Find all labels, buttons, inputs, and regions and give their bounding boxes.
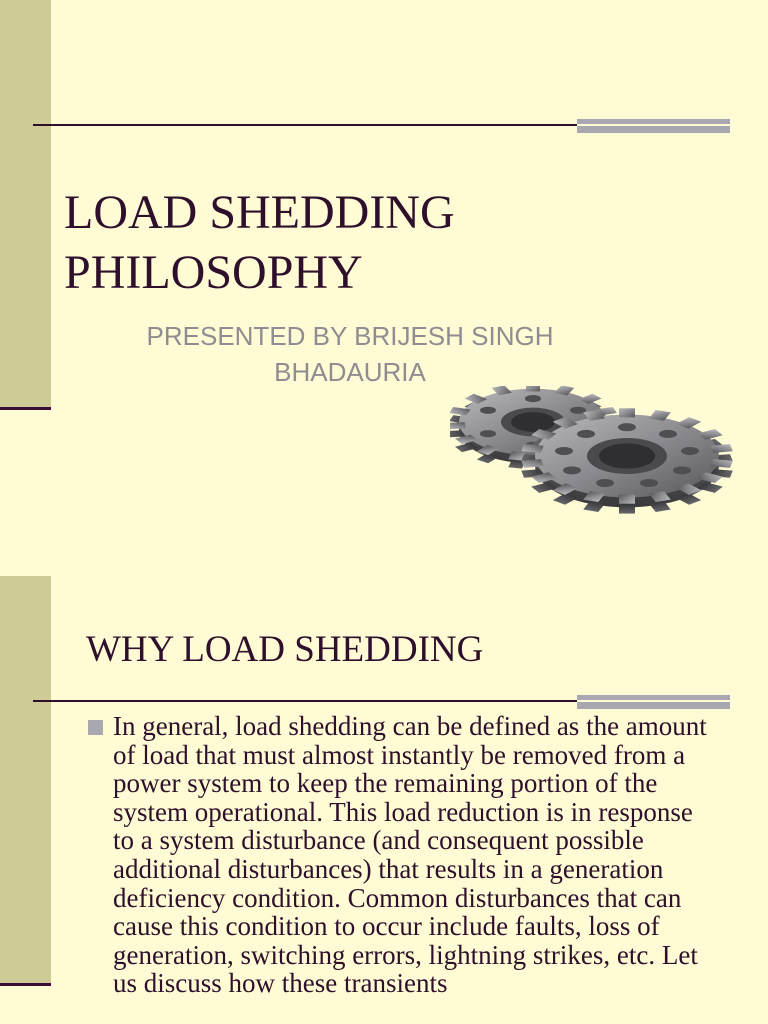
slide-title xyxy=(64,183,664,303)
slide-side-mark xyxy=(0,983,51,986)
slide-subtitle-line-2: BHADAURIA xyxy=(274,357,426,387)
slide-side-bar xyxy=(0,576,51,986)
header-rule xyxy=(33,124,578,126)
header-rule xyxy=(33,700,578,702)
content-slide xyxy=(0,576,768,1024)
slide-side-mark xyxy=(0,407,51,410)
slide-side-bar xyxy=(0,0,51,410)
bullet-text: In general, load shedding can be defined as the amount of load that must almost instantly be removed from a power system to keep the remaining portion of the system operational. This load reduction is in response to a system disturbance (and consequent possible additional disturbances) that results in a generation deficiency condition. Common disturbances that can cause this condition to occur include faults, loss of generation, switching errors, lightning strikes, etc. Let us discuss how these transients xyxy=(113,711,707,999)
slide-title-line-2: PHILOSOPHY xyxy=(64,246,363,299)
square-bullet-icon xyxy=(88,720,103,735)
slide-gap xyxy=(0,560,768,576)
header-accent-bar xyxy=(577,119,730,133)
slide-title-line-1: LOAD SHEDDING xyxy=(64,186,455,239)
header-accent-bar xyxy=(577,695,730,709)
slide-subtitle-line-1: PRESENTED BY BRIJESH SINGH xyxy=(146,321,554,351)
slide-heading: WHY LOAD SHEDDING xyxy=(86,629,484,670)
gears-icon xyxy=(450,386,735,531)
slide-subtitle xyxy=(90,318,610,390)
